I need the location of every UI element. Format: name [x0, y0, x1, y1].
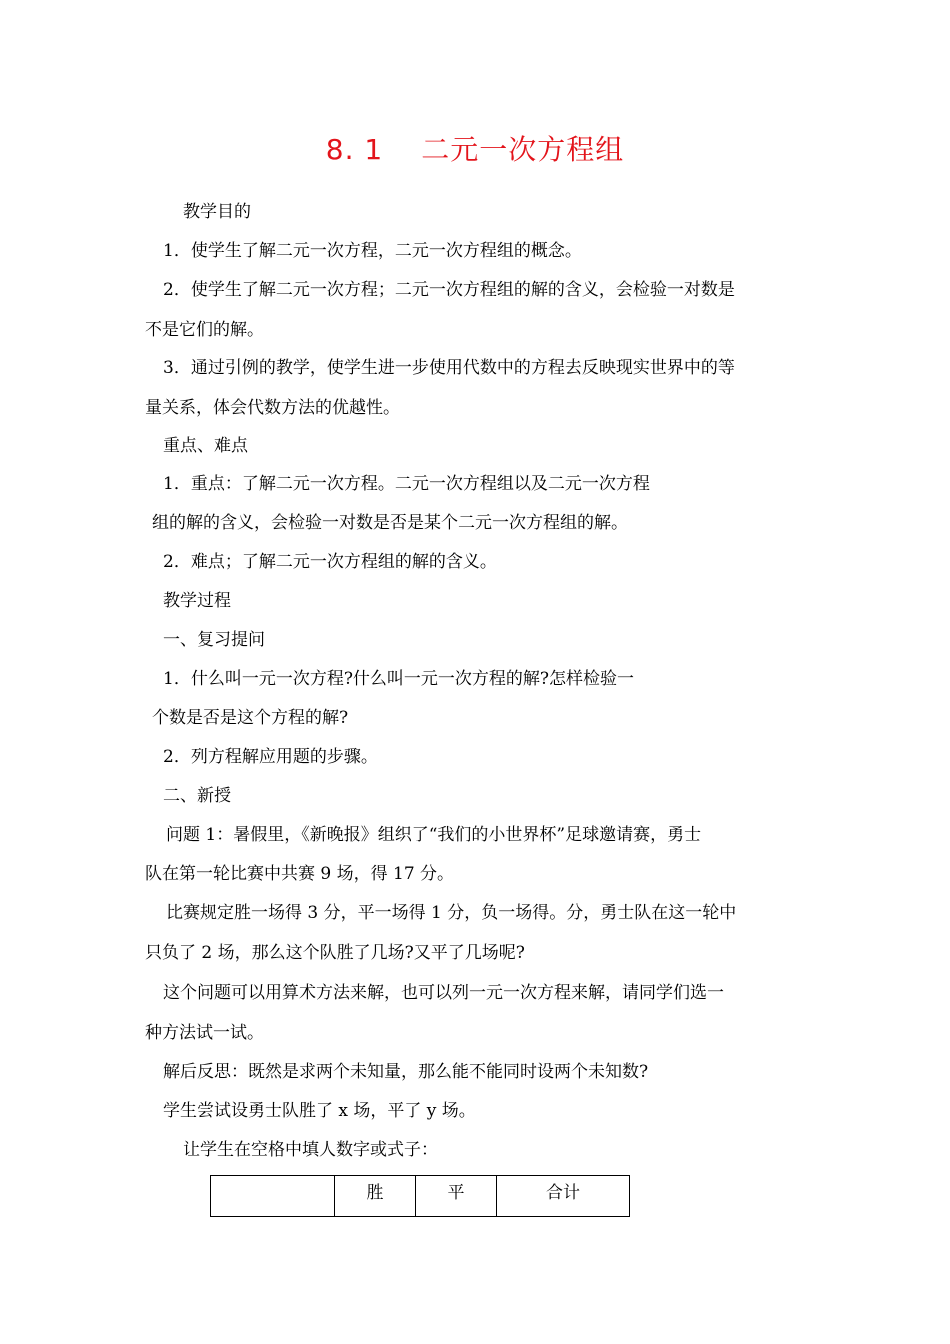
- paragraph-line: 1．重点：了解二元一次方程。二元一次方程组以及二元一次方程: [163, 474, 650, 494]
- section-heading: 重点、难点: [163, 436, 248, 456]
- paragraph-line: 只负了 2 场，那么这个队胜了几场?又平了几场呢?: [145, 943, 525, 963]
- paragraph-line: 1．使学生了解二元一次方程，二元一次方程组的概念。: [163, 241, 582, 261]
- paragraph-line: 2．使学生了解二元一次方程；二元一次方程组的解的含义，会检验一对数是: [163, 280, 735, 300]
- paragraph-line: 这个问题可以用算术方法来解，也可以列一元一次方程来解，请同学们选一: [163, 983, 724, 1003]
- paragraph-line: 让学生在空格中填人数字或式子：: [183, 1140, 438, 1160]
- paragraph-line: 队在第一轮比赛中共赛 9 场，得 17 分。: [145, 864, 455, 884]
- paragraph-line: 1．什么叫一元一次方程?什么叫一元一次方程的解?怎样检验一: [163, 669, 635, 689]
- table-header-row: [211, 1176, 630, 1217]
- paragraph-line: 种方法试一试。: [145, 1023, 264, 1043]
- paragraph-line: 比赛规定胜一场得 3 分，平一场得 1 分，负一场得。分，勇士队在这一轮中: [166, 903, 737, 923]
- paragraph-line: 组的解的含义，会检验一对数是否是某个二元一次方程组的解。: [152, 513, 628, 533]
- page-title: [0, 128, 950, 168]
- title-number: 8. 1: [325, 133, 384, 166]
- paragraph-line: 2．难点；了解二元一次方程组的解的含义。: [163, 552, 497, 572]
- paragraph-line: 2．列方程解应用题的步骤。: [163, 747, 378, 767]
- paragraph-line: 量关系，体会代数方法的优越性。: [145, 398, 400, 418]
- fill-in-table: [210, 1175, 630, 1217]
- table-header-cell: 平: [416, 1176, 497, 1217]
- title-text: 二元一次方程组: [421, 133, 625, 166]
- paragraph-line: 3．通过引例的教学，使学生进一步使用代数中的方程去反映现实世界中的等: [163, 358, 735, 378]
- section-heading: 二、新授: [163, 786, 231, 806]
- paragraph-line: 解后反思：既然是求两个未知量，那么能不能同时设两个未知数?: [163, 1062, 649, 1082]
- table-header-cell: 胜: [335, 1176, 416, 1217]
- section-heading: 教学目的: [183, 202, 251, 222]
- paragraph-line: 不是它们的解。: [145, 320, 264, 340]
- paragraph-line: 学生尝试设勇士队胜了 x 场，平了 y 场。: [163, 1101, 476, 1121]
- section-heading: 教学过程: [163, 591, 231, 611]
- paragraph-line: 个数是否是这个方程的解?: [152, 708, 349, 728]
- table-header-cell: [211, 1176, 335, 1217]
- section-heading: 一、复习提问: [163, 630, 265, 650]
- table-header-cell: 合计: [497, 1176, 630, 1217]
- paragraph-line: 问题 1：暑假里，《新晚报》组织了“我们的小世界杯”足球邀请赛，勇士: [166, 825, 702, 845]
